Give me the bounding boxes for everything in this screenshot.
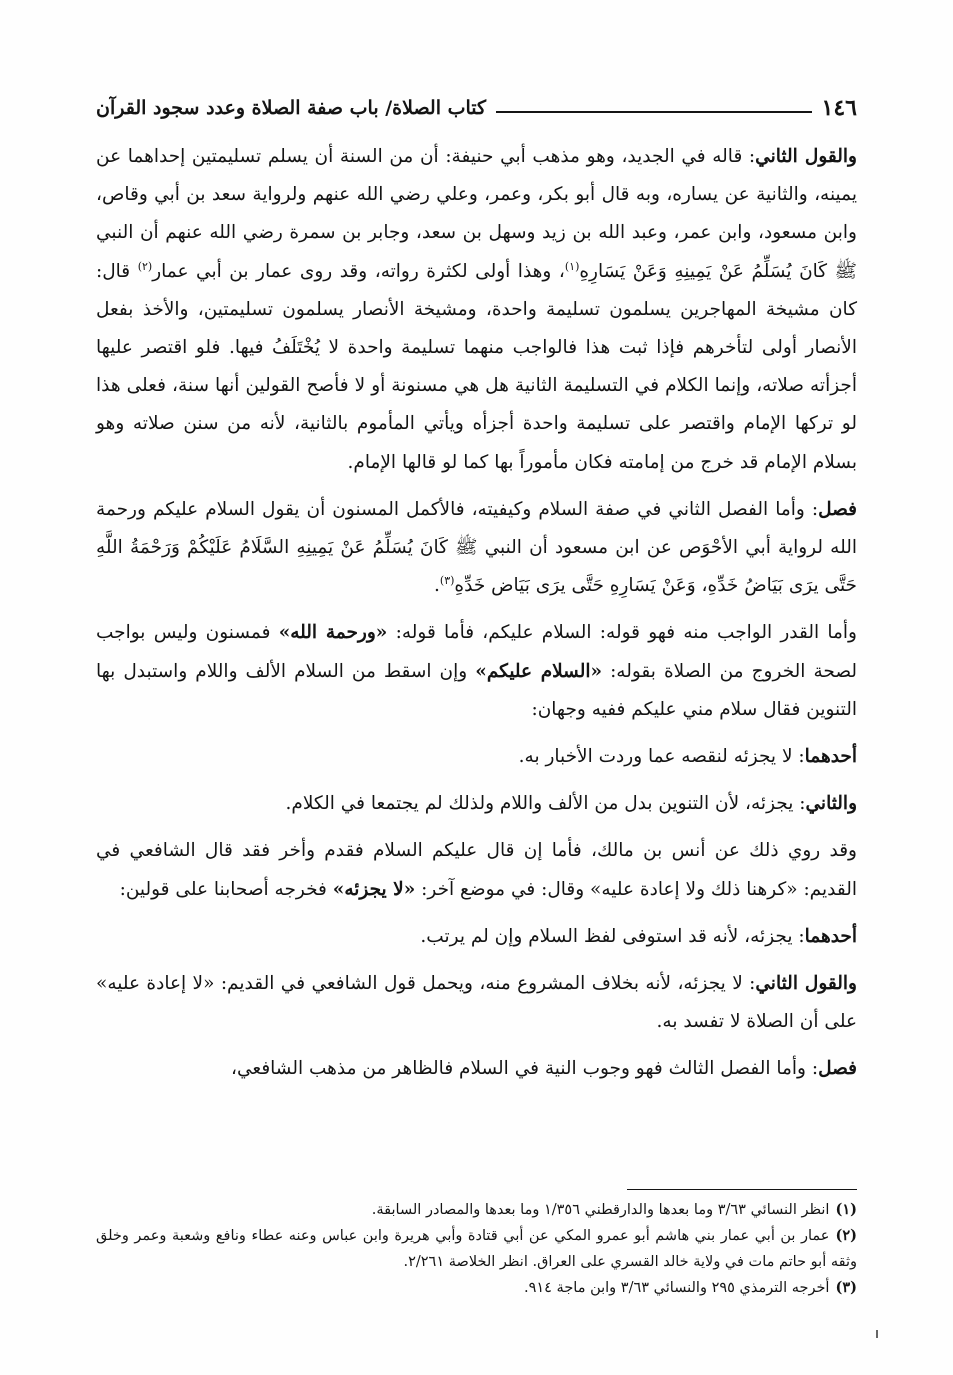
page-header — [96, 88, 857, 128]
footnotes — [96, 1197, 857, 1301]
paragraph-lead: فصل — [818, 1058, 857, 1080]
paragraph-end: . — [434, 575, 440, 597]
paragraph-lead: والثاني — [805, 793, 857, 815]
paragraph-text: : وأما الفصل الثالث فهو وجوب النية في السلام فالظاهر من مذهب الشافعي، — [231, 1058, 819, 1080]
paragraph-text: قال: كان مشيخة المهاجرين يسلمون تسليمة واحدة، ومشيخة الأنصار يسلمون تسليمتين، والأخذ بفعل الأنصار أولى لتأخرهم فإذا ثبت هذا فالواجب منهما تسليمة واحدة لا يُخْتَلَفُ فيها. فلو اقتصر عليها أجزأته صلاته، وإنما الكلام في التسليمة الثانية هل هي مسنونة أو لا فأصح القولين أنها سنة، فعلى هذا لو تركها الإمام واقتصر على تسليمة واحدة أجزأه ويأتي المأموم بالثانية، لأنه من سنن صلاته وهو بسلام الإمام قد خرج من إمامته فكان مأموراً بها كما لو قالها الإمام. — [96, 260, 857, 473]
footnote-ref-3[interactable]: (٣) — [439, 574, 455, 588]
footnote-number: (١) — [835, 1201, 857, 1218]
paragraph-text: وقد روي ذلك عن أنس بن مالك، فأما إن قال عليكم السلام فقدم وأخر فقد قال الشافعي في القديم: «كرهنا ذلك ولا إعادة عليه» وقال: في موضع آخر: — [96, 840, 857, 900]
footnote-3 — [96, 1275, 857, 1301]
paragraph-text: فخرجه أصحابنا على قولين: — [119, 878, 333, 900]
paragraph-text: وأما القدر الواجب منه فهو قوله: السلام عليكم، فأما قوله: — [387, 622, 857, 644]
paragraph-text: : يجزئه، لأن التنوين بدل من الألف واللام ولذلك لم يجتمعا في الكلام. — [285, 793, 806, 815]
paragraph-text: : وأما الفصل الثاني في صفة السلام وكيفيته، فالأكمل المسنون أن يقول السلام عليكم ورحمة الله لرواية أبي الأحْوَص عن ابن مسعود أن النبي ﷺ كَانَ يُسَلِّمُ عَنْ يَمِينِهِ السَّلَامُ عَلَيْكُمْ وَرَحْمَةُ اللَّهِ حَتَّى يرَى بَيَاضُ خَدِّهِ، وَعَنْ يَسَارِهِ حَتَّى يرَى بَيَاض خَدِّهِ — [96, 498, 857, 597]
quotation: «ورحمة الله» — [278, 622, 388, 644]
paragraph-second-opinion-b — [96, 965, 857, 1041]
page-number: ١٤٦ — [821, 95, 857, 121]
paragraph-first-aspect — [96, 738, 857, 776]
footnote-separator — [627, 1189, 857, 1190]
main-text — [96, 138, 857, 1089]
paragraph-lead: والقول الثاني — [755, 146, 857, 167]
paragraph-text: فمسنون وليس بواجب لصحة الخروج من الصلاة بقوله: — [96, 622, 857, 682]
paragraph-anas-report — [96, 832, 857, 908]
paragraph-section-salam-form — [96, 491, 857, 606]
footnote-number: (٢) — [835, 1227, 857, 1244]
paragraph-first-opinion — [96, 918, 857, 956]
footnote-ref-1[interactable]: (١) — [564, 259, 580, 273]
paragraph-lead: أحدهما — [804, 746, 857, 768]
paragraph-second-aspect — [96, 785, 857, 823]
footnote-text: عمار بن أبي عمار بني هاشم أبو عمرو المكي عن أبي قتادة وأبي هريرة وابن عباس وعنه عطاء ونافع وشعبة وعمر وخلق وثقه أبو حاتم مات في ولاية خالد القسري على العراق. انظر الخلاصة ٢/٢٦١. — [96, 1228, 857, 1270]
paragraph-text: : يجزئه، لأنه قد استوفى لفظ السلام وإن لم يرتب. — [420, 925, 805, 947]
header-rule — [496, 111, 811, 113]
footnote-number: (٣) — [835, 1279, 857, 1296]
paragraph-text: وإن اسقط من السلام الألف واللام واستبدل بها التنوين فقال سلام مني عليكم ففيه وجهان: — [96, 660, 857, 720]
scan-mark — [876, 1330, 878, 1338]
paragraph-lead: فصل — [818, 498, 857, 520]
footnote-ref-2[interactable]: (٢) — [137, 259, 153, 273]
footnote-1 — [96, 1197, 857, 1223]
quotation: «لا يجزئه» — [332, 878, 416, 900]
paragraph-second-opinion — [96, 138, 857, 482]
footnote-text: أخرجه الترمذي ٢٩٥ والنسائي ٣/٦٣ وابن ماجة ٩١٤. — [523, 1280, 830, 1296]
paragraph-text: ، وهذا أولى لكثرة رواته، وقد روى عمار بن أبي عمار — [152, 260, 565, 282]
footnote-text: انظر النسائي ٣/٦٣ وما بعدها والدارقطني ١/٣٥٦ وما بعدها والمصادر السابقة. — [371, 1202, 830, 1218]
paragraph-lead: والقول الثاني — [755, 973, 857, 995]
quotation: «السلام عليكم» — [475, 660, 603, 682]
paragraph-section-intention — [96, 1050, 857, 1088]
paragraph-obligatory-amount — [96, 614, 857, 729]
footnote-2 — [96, 1223, 857, 1275]
paragraph-lead: أحدهما — [804, 925, 857, 947]
paragraph-text: : قاله في الجديد، وهو مذهب أبي حنيفة: أن من السنة أن يسلم تسليمتين إحداهما عن يمينه، والثانية عن يساره، وبه قال أبو بكر، وعمر، وعلي رضي الله عنهم ولرواية سعد بن أبي وقاص، وابن مسعود، وابن عمر، وعبد الله بن زيد وسهل بن سعد، وجابر بن سمرة رضي الله عنهم أن النبي ﷺ كَانَ يُسَلِّمُ عَنْ يَمِينِهِ وَعَنْ يَسَارِهِ — [96, 146, 857, 282]
running-title: كتاب الصلاة/ باب صفة الصلاة وعدد سجود القرآن — [96, 97, 487, 119]
paragraph-text: : لا يجزئه، لأنه بخلاف المشروع منه، ويحمل قول الشافعي في القديم: «لا إعادة عليه» على أن الصلاة لا تفسد به. — [96, 973, 857, 1033]
paragraph-text: : لا يجزئه لنقصه عما وردت الأخبار به. — [518, 746, 805, 768]
